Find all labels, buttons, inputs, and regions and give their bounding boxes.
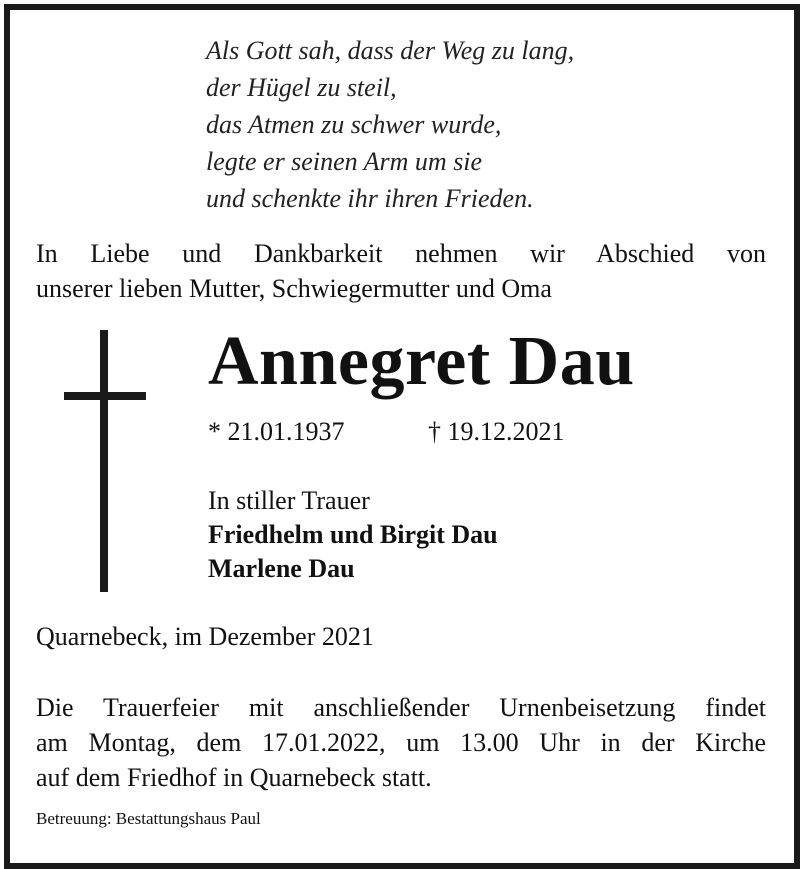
service-line: auf dem Friedhof in Quarnebeck statt. — [36, 763, 432, 792]
death-date: † 19.12.2021 — [428, 417, 565, 446]
poem-line: und schenkte ihr ihren Frieden. — [206, 184, 534, 213]
service-info — [36, 690, 766, 795]
life-dates — [208, 414, 565, 450]
cross-icon — [64, 330, 146, 592]
funeral-home-credit: Betreuung: Bestattungshaus Paul — [36, 809, 261, 828]
poem-line: Als Gott sah, dass der Weg zu lang, — [206, 36, 575, 65]
poem — [206, 32, 574, 217]
service-line: Die Trauerfeier mit anschließender Urnenbeisetzung findet — [36, 693, 766, 722]
poem-line: legte er seinen Arm um sie — [206, 147, 483, 176]
poem-line: der Hügel zu steil, — [206, 73, 397, 102]
service-line: am Montag, dem 17.01.2022, um 13.00 Uhr in der Kirche — [36, 728, 766, 757]
intro-text — [36, 236, 766, 306]
deceased-name: Annegret Dau — [208, 323, 635, 400]
mourners — [208, 484, 498, 586]
mourner-name: Marlene Dau — [208, 554, 355, 583]
cross-vertical-beam — [100, 330, 108, 592]
intro-line: unserer lieben Mutter, Schwiegermutter und Oma — [36, 274, 552, 303]
place-date: Quarnebeck, im Dezember 2021 — [36, 622, 374, 651]
mourners-intro: In stiller Trauer — [208, 486, 370, 515]
birth-date: * 21.01.1937 — [208, 417, 345, 446]
poem-line: das Atmen zu schwer wurde, — [206, 110, 502, 139]
mourner-name: Friedhelm und Birgit Dau — [208, 520, 498, 549]
cross-horizontal-beam — [64, 392, 146, 400]
intro-line: In Liebe und Dankbarkeit nehmen wir Abschied von — [36, 239, 766, 268]
